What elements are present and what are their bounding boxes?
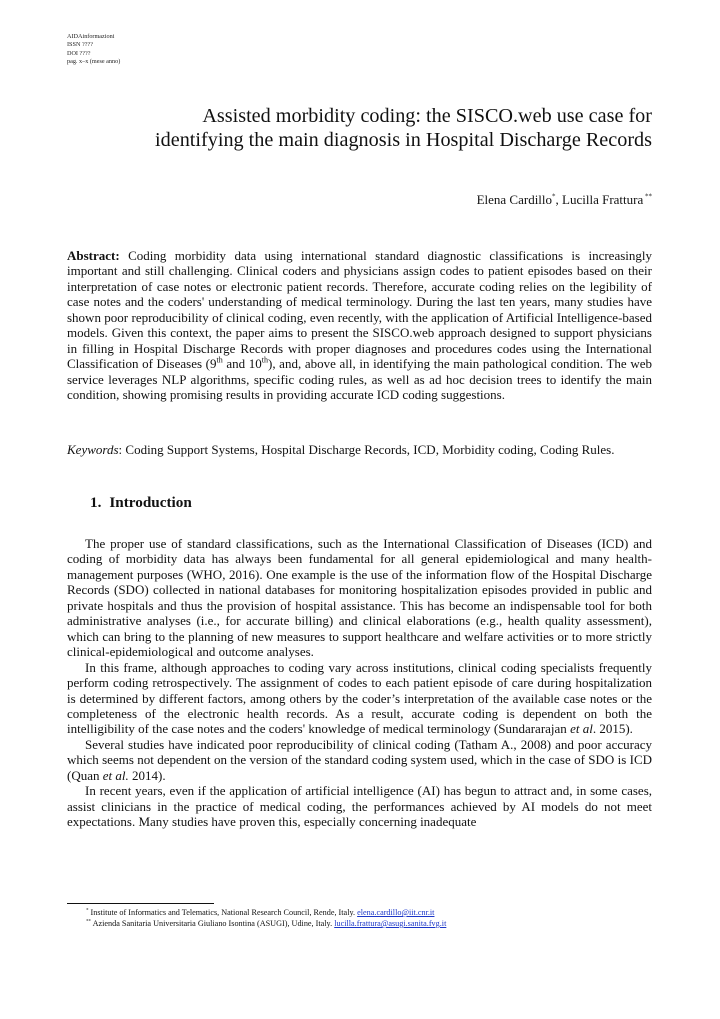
author-email-link[interactable]: lucilla.frattura@asugi.sanita.fvg.it xyxy=(334,919,447,928)
footnote-divider xyxy=(67,903,214,904)
abstract-text: ), and, above all, in identifying the main pathological condition. The web service leverages NLP algorithms, specific coding rules, as well as ad hoc decision trees to identify the main condition, showing promising results in providing accurate ICD coding suggestions. xyxy=(67,356,652,403)
author-list xyxy=(60,192,652,208)
paragraph-text: In recent years, even if the application of artificial intelligence (AI) has begun to attract and, in some cases, assist clinicians in the practice of medical coding, the performances achieved by AI models do not meet expectations. Many studies have proven this, especially concerning inadequate xyxy=(67,783,652,830)
keywords xyxy=(67,442,652,457)
journal-prefix: AIDA xyxy=(67,33,83,40)
section-number: 1. xyxy=(90,494,102,511)
journal-doi: DOI ???? xyxy=(67,49,91,57)
paragraph xyxy=(67,737,652,783)
keywords-text: : Coding Support Systems, Hospital Discharge Records, ICD, Morbidity coding, Coding Rules. xyxy=(118,442,615,457)
journal-name xyxy=(67,33,120,41)
footnote-mark: ** xyxy=(86,919,91,925)
paragraph-text: In this frame, although approaches to coding vary across institutions, clinical coding specialists frequently perform coding retrospectively. The assignment of codes to each patient episode of care during hospitalization is determined by different factors, among others by the coder’s interpretation of the available case notes or the completeness of the electronic health records. As a result, accurate coding is dependent on both the intelligibility of the case notes and the coders' knowledge of medical terminology (Sundararajan xyxy=(67,659,652,737)
superscript: th xyxy=(216,355,223,365)
paragraph-text: 2014). xyxy=(128,767,166,783)
journal-header xyxy=(67,33,120,66)
footnotes xyxy=(86,907,446,929)
abstract-label: Abstract: xyxy=(67,248,120,263)
author-name: Elena Cardillo xyxy=(476,192,553,207)
author-affiliation-mark: ** xyxy=(643,192,652,201)
author-affiliation-mark: * xyxy=(552,192,556,201)
title-line-1: Assisted morbidity coding: the SISCO.web use case for xyxy=(202,105,652,127)
footnote-text: Institute of Informatics and Telematics, National Research Council, Rende, Italy. xyxy=(88,908,358,917)
author-name: Lucilla Frattura xyxy=(562,192,644,207)
superscript: th xyxy=(261,355,268,365)
paragraph xyxy=(67,536,652,660)
abstract-text: Coding morbidity data using international standard diagnostic classifications is increasingly important and still challenging. Clinical coders and physicians assign codes to patient episodes based on their interpretation of case notes or electronic patient records. Therefore, accurate coding relies on the legibility of case notes and the coders' understanding of medical terminology. During the last ten years, many studies have shown poor reproducibility of clinical coding, even recently, with the application of Artificial Intelligence-based models. Given this context, the paper aims to present the SISCO.web approach designed to support physicians in filling in Hospital Discharge Records with proper diagnoses and procedures codes using the International Classification of Diseases (9 xyxy=(67,248,652,372)
section-heading xyxy=(90,494,200,512)
footnote xyxy=(86,907,446,918)
journal-name-text: informazioni xyxy=(82,33,115,40)
paragraph-text: The proper use of standard classifications, such as the International Classification of Diseases (ICD) and coding of morbidity data has always been fundamental for all general epidemiological and many health-management purposes (WHO, 2016). One example is the use of the information flow of the Hospital Discharge Records (SDO) collected in national databases for monitoring hospitalization episodes provided in public and private hospitals and thus the provision of hospital assistance. This has become an indispensable tool for both administrative analyses (i.e., for accurate billing) and clinical elaborations (e.g., health quality assessment), which can bring to the planning of new measures to support healthcare and welfare activities or to more strictly clinical-epidemiological and outcome analyses. xyxy=(67,536,652,660)
section-title: Introduction xyxy=(109,494,192,511)
footnote-mark: * xyxy=(86,908,89,914)
paragraph-text: Several studies have indicated poor reproducibility of clinical coding (Tatham A., 2008) and poor accuracy which seems not dependent on the version of the standard coding system used, which in the case of SDO is ICD (Quan xyxy=(67,736,652,783)
journal-issn: ISSN ???? xyxy=(67,41,93,49)
paragraph xyxy=(67,783,652,829)
paper-title xyxy=(60,104,652,152)
footnote xyxy=(86,918,446,929)
keywords-label: Keywords xyxy=(67,442,119,457)
author-email-link[interactable]: elena.cardillo@iit.cnr.it xyxy=(357,908,435,917)
introduction-body xyxy=(67,536,652,830)
abstract-text: and 10 xyxy=(222,356,262,372)
citation-emphasis: et al. xyxy=(102,767,129,783)
paragraph xyxy=(67,660,652,737)
paragraph-text: . 2015). xyxy=(592,721,633,737)
citation-emphasis: et al xyxy=(570,721,593,737)
journal-pages: pag. x–x (mese anno) xyxy=(67,57,121,65)
footnote-text: Azienda Sanitaria Universitaria Giuliano Isontina (ASUGI), Udine, Italy. xyxy=(91,919,335,928)
title-line-2: identifying the main diagnosis in Hospital Discharge Records xyxy=(155,129,652,151)
abstract xyxy=(67,248,652,403)
author-separator: , xyxy=(555,192,563,207)
